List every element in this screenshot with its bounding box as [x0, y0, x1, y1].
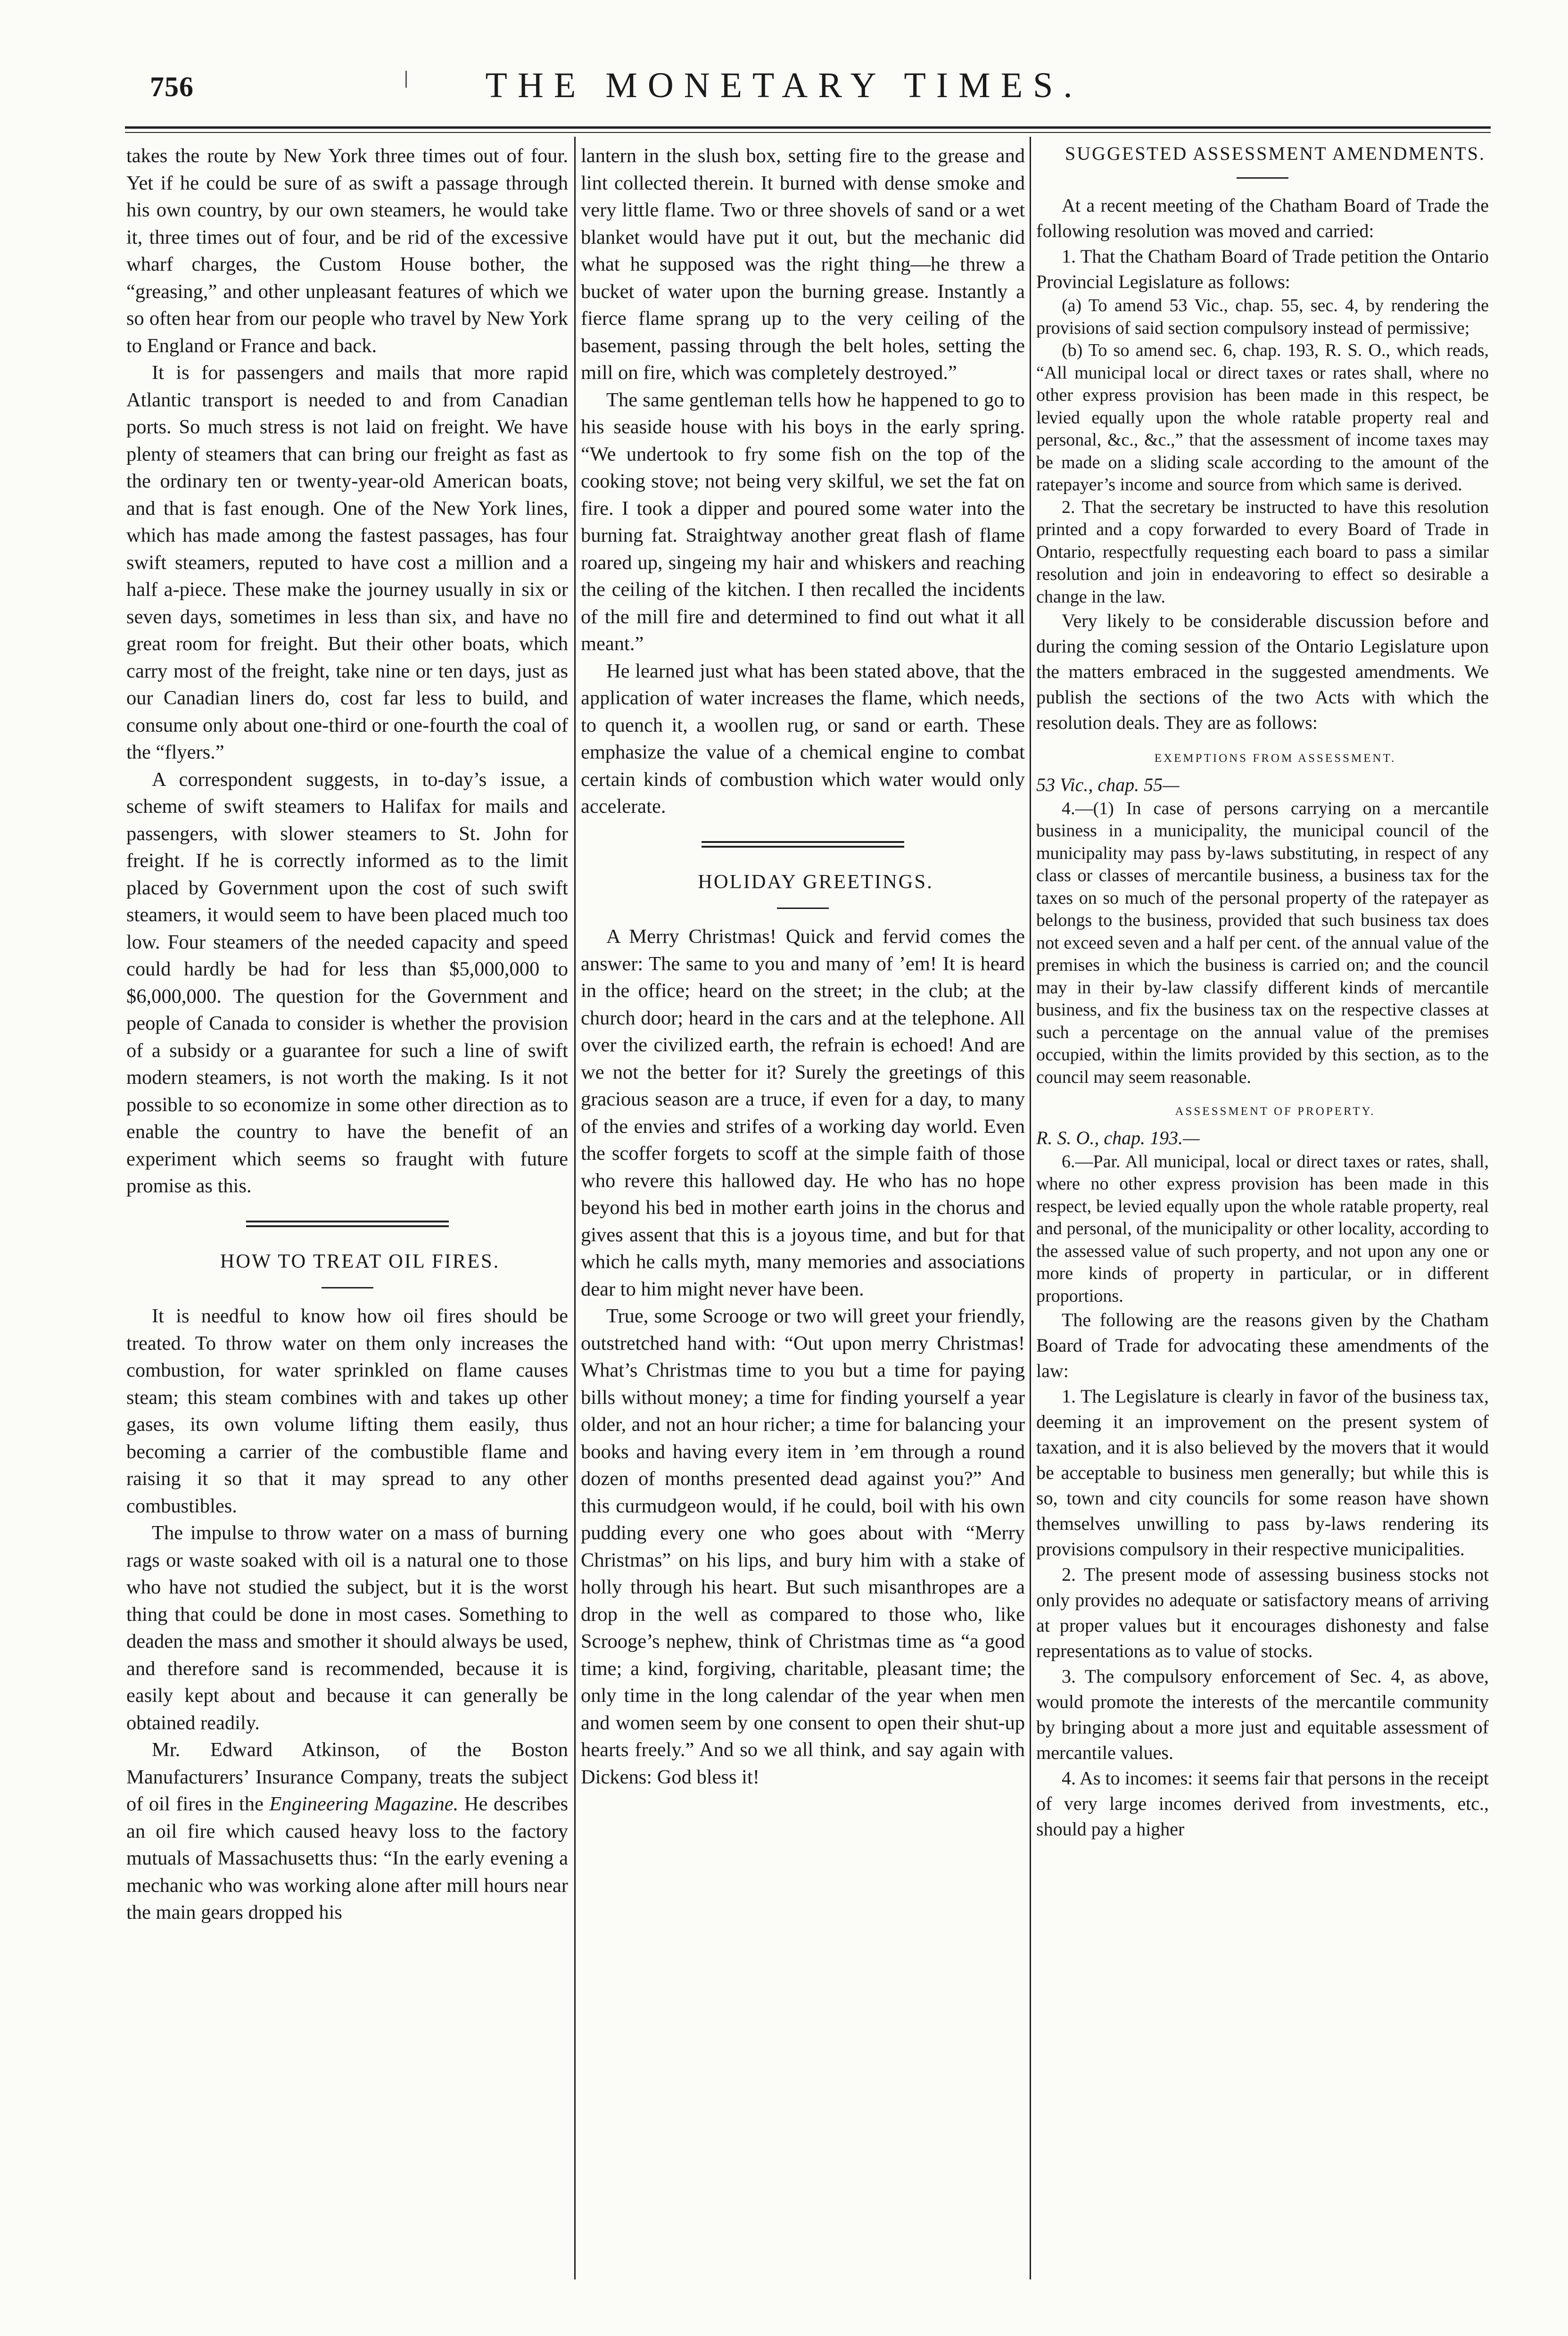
paragraph: takes the route by New York three times out of four. Yet if he could be sure of as swift a passage through his own country, by our own steamers, he would take it, three times out of four, and be rid of the excessive wharf charges, the Custom House bother, the “greasing,” and other unpleasant features of which we so often hear from our people who travel by New York to England or France and back.: [126, 145, 568, 357]
column-3: [1036, 142, 1489, 1842]
paragraph: 3. The compulsory enforcement of Sec. 4, as above, would promote the interests of the mercantile community by bringing about a more just and equitable assessment of mercantile values.: [1036, 1666, 1489, 1763]
paragraph: He learned just what has been stated above, that the application of water increases the flame, which needs, to quench it, a woollen rug, or sand or earth. These emphasize the value of a chemical engine to combat certain kinds of combustion which water would only accelerate.: [581, 660, 1025, 817]
paragraph-text: He describes an oil fire which caused heavy loss to the factory mutuals of Massachusetts thus: “In the early evening a mechanic who was working alone after mill hours near the main gears dropped his: [126, 1793, 569, 1923]
paragraph: (a) To amend 53 Vic., chap. 55, sec. 4, by rendering the provisions of said section compulsory instead of permissive;: [1036, 296, 1489, 338]
column-1: [126, 142, 568, 1926]
column-divider: [1030, 137, 1031, 2279]
paragraph: 4.—(1) In case of persons carrying on a mercantile business in a municipality, the municipal council of the municipality may pass by-laws substituting, in respect of any class or classes of mercantile business, a business tax for the taxes on so much of the personal property of the ratepayer as belongs to the business, provided that such business tax does not exceed seven and a half per cent. of the annual value of the premises in which the business is carried on; and the council may in their by-law classify different kinds of mercantile business, and fix the business tax on the respective classes at such a percentage on the annual value of the premises occupied, within the limits provided by this section, as to the council may seem reasonable.: [1036, 798, 1489, 1087]
subheading: EXEMPTIONS FROM ASSESSMENT.: [1154, 752, 1396, 765]
paragraph: [126, 1736, 568, 1926]
paragraph-text: Mr. Edward Atkinson, of the Boston Manufacturers’ Insurance Company, treats the subject of oil fires in the: [126, 1739, 568, 1815]
paragraph: True, some Scrooge or two will greet your friendly, outstretched hand with: “Out upon merry Christmas! What’s Christmas time to you but a time for paying bills without money; a time for finding yourself a year older, and not an hour richer; a time for balancing your books and having every item in ’em through a round dozen of months presented dead against you?” And this curmudgeon would, if he could, boil with his own pudding every one who goes about with “Merry Christmas” on his lips, and bury him with a stake of holly through his heart. But such misanthropes are a drop in the well as compared to those who, like Scrooge’s nephew, think of Christmas time as “a good time; a kind, forgiving, charitable, pleasant time; the only time in the long calendar of the year when men and women seem by one consent to open their shut-up hearts freely.” And so we all think, and say again with Dickens: God bless it!: [581, 1305, 1025, 1788]
section-separator: [701, 841, 904, 848]
article-heading: SUGGESTED ASSESSMENT AMENDMENTS.: [1065, 143, 1486, 164]
paragraph: 1. The Legislature is clearly in favor of the business tax, deeming it an improvement on the present system of taxation, and it is also believed by the movers that it would be acceptable to business men generally; but while this is so, town and city councils for some reason have shown themselves unwilling to pass by-laws rendering its provisions compulsory in their respective municipalities.: [1036, 1386, 1489, 1560]
heading-rule: [322, 1287, 373, 1288]
paragraph: 1. That the Chatham Board of Trade petition the Ontario Provincial Legislature as follows:: [1036, 246, 1489, 292]
statute-reference: R. S. O., chap. 193.—: [1036, 1127, 1200, 1148]
paragraph: (b) To so amend sec. 6, chap. 193, R. S. O., which reads, “All municipal local or direct taxes or rates shall, where no other express provision has been made in this respect, be levied equally upon the whole ratable property real and personal, &c., &c.,” that the assessment of income taxes may be made on a sliding scale according to the amount of the ratepayer’s income and source from which same is derived.: [1036, 340, 1489, 495]
heading-rule: [777, 908, 829, 909]
paragraph: A Merry Christmas! Quick and fervid comes the answer: The same to you and many of ’em! It is heard in the office; heard on the street; in the club; at the church door; heard in the cars and at the telephone. All over the civilized earth, the refrain is echoed! And are we not the better for it? Surely the greetings of this gracious season are a truce, if even for a day, to many of the envies and strifes of a working day world. Even the scoffer forgets to scoff at the simple faith of those who revere this hallowed day. He who has no hope beyond his bed in mother earth joins in the chorus and gives assent that this is a joyous time, and but for that which he calls myth, many memories and associations dear to him might never have been.: [581, 925, 1025, 1300]
column-divider: [574, 137, 576, 2279]
masthead-rule: [125, 126, 1491, 129]
paragraph: The impulse to throw water on a mass of burning rags or waste soaked with oil is a natural one to those who have not studied the subject, but it is the worst thing that could be done in most cases. Something to deaden the mass and smother it should always be used, and therefore sand is recommended, because it is easily kept about and because it can generally be obtained readily.: [126, 1522, 568, 1734]
paragraph: A correspondent suggests, in to-day’s issue, a scheme of swift steamers to Halifax for mails and passengers, with slower steamers to St. John for freight. If he is correctly informed as to the limit placed by Government upon the cost of such swift steamers, it would seem to have been placed much too low. Four steamers of the needed capacity and speed could hardly be had for less than $5,000,000 to $6,000,000. The question for the Government and people of Canada to consider is whether the provision of a subsidy or a guarantee for such a line of swift modern steamers, is not worth the making. Is it not possible to so economize in some other direction as to enable the country to have the benefit of an experiment which seems so fraught with future promise as this.: [126, 768, 568, 1197]
statute-reference: 53 Vic., chap. 55—: [1036, 774, 1180, 795]
magazine-title: Engineering Magazine.: [269, 1793, 459, 1815]
paragraph: 2. That the secretary be instructed to have this resolution printed and a copy forwarded to every Board of Trade in Ontario, respectfully requesting each board to pass a similar resolution and join in endeavoring to effect so desirable a change in the law.: [1036, 497, 1489, 607]
subheading: ASSESSMENT OF PROPERTY.: [1175, 1105, 1376, 1118]
column-2: [581, 142, 1025, 1791]
article-heading: HOW TO TREAT OIL FIRES.: [220, 1250, 500, 1272]
paragraph: At a recent meeting of the Chatham Board of Trade the following resolution was moved and carried:: [1036, 195, 1489, 241]
masthead-title: THE MONETARY TIMES.: [485, 66, 1083, 105]
page-number: 756: [150, 71, 194, 102]
paragraph: Very likely to be considerable discussion before and during the coming session of the Ontario Legislature upon the matters embraced in the suggested amendments. We publish the sections of the two Acts with which the resolution deals. They are as follows:: [1036, 610, 1489, 733]
paragraph: The same gentleman tells how he happened to go to his seaside house with his boys in the early spring. “We undertook to fry some fish on the top of the cooking stove; not being very skilful, we set the fat on fire. I took a dipper and poured some water into the burning fat. Straightway another great flash of flame roared up, singeing my hair and whiskers and reaching the ceiling of the kitchen. I then recalled the incidents of the mill fire and determined to find out what it all meant.”: [581, 388, 1025, 655]
paragraph: 4. As to incomes: it seems fair that persons in the receipt of very large incomes derived from investments, etc., should pay a higher: [1036, 1767, 1489, 1840]
paragraph: 6.—Par. All municipal, local or direct taxes or rates, shall, where no other express provision has been made in this respect, be levied equally upon the whole ratable property, real and personal, of the municipality or other locality, according to the assessed value of such property, and not upon any one or more kinds of property in particular, or in different proportions.: [1036, 1151, 1489, 1306]
paragraph: It is for passengers and mails that more rapid Atlantic transport is needed to and from Canadian ports. So much stress is not laid on freight. We have plenty of steamers that can bring our freight as fast as the ordinary ten or twenty-year-old American boats, and that is fast enough. One of the New York lines, which has made among the fastest passages, has four swift steamers, reputed to have cost a million and a half a-piece. These make the journey usually in six or seven days, sometimes in less than six, and have no great room for freight. But their other boats, which carry most of the freight, take nine or ten days, just as our Canadian liners do, cost far less to build, and consume only about one-third or one-fourth the coal of the “flyers.”: [126, 362, 568, 763]
article-heading: HOLIDAY GREETINGS.: [698, 870, 933, 893]
heading-rule: [1237, 177, 1288, 179]
paragraph: lantern in the slush box, setting fire to the grease and lint collected therein. It burned with dense smoke and very little flame. Two or three shovels of sand or a wet blanket would have put it out, but the mechanic did what he supposed was the right thing—he threw a bucket of water upon the burning grease. Instantly a fierce flame sprang up to the very ceiling of the basement, passing through the belt holes, setting the mill on fire, which was completely destroyed.”: [581, 145, 1025, 384]
masthead-rule-thin: [125, 132, 1491, 133]
paragraph: 2. The present mode of assessing business stocks not only provides no adequate or satisfactory means of arriving at proper values but it encourages dishonesty and false representations as to value of stocks.: [1036, 1564, 1489, 1661]
section-separator: [246, 1221, 449, 1227]
paragraph: It is needful to know how oil fires should be treated. To throw water on them only increases the combustion, for water sprinkled on flame causes steam; this steam combines with and takes up other gases, its own volume lifting them easily, thus becoming a carrier of the combustible flame and raising it so that it may spread to any other combustibles.: [126, 1305, 568, 1517]
paragraph: The following are the reasons given by the Chatham Board of Trade for advocating these amendments of the law:: [1036, 1309, 1489, 1381]
